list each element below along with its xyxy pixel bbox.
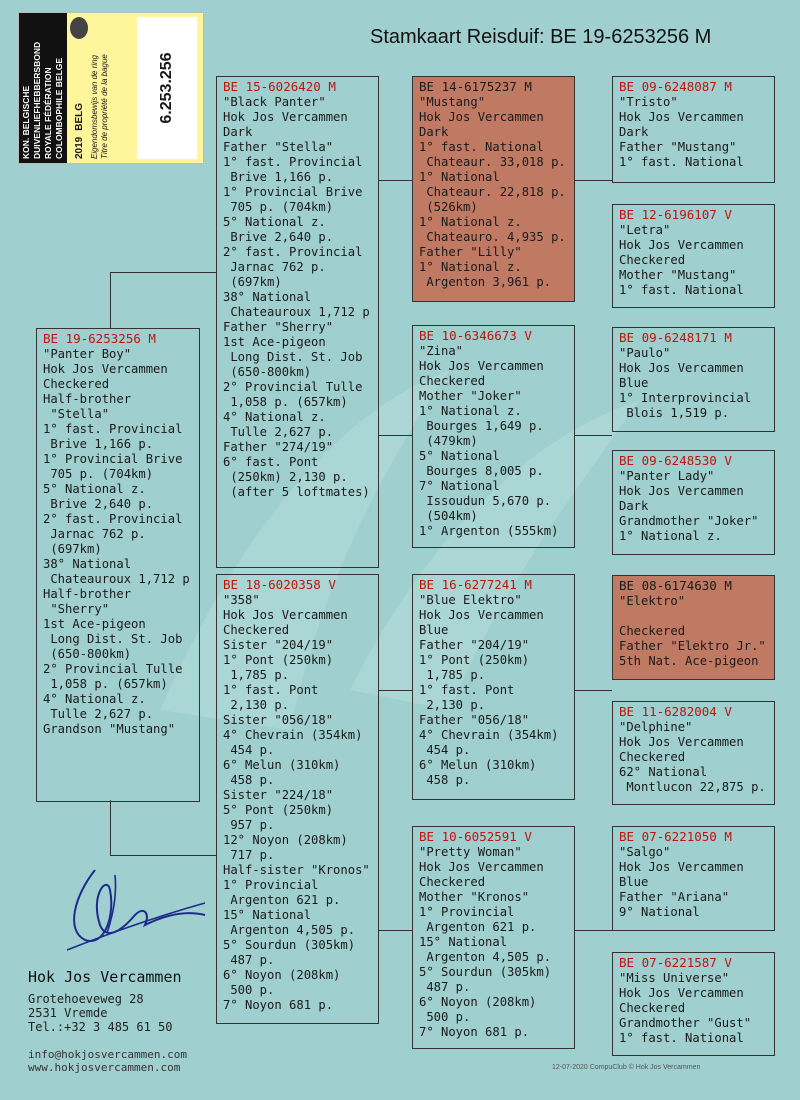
pedigree-card-paternal-grandfather — [412, 76, 575, 302]
pedigree-line: Blue — [419, 623, 449, 637]
pedigree-line: 7° Noyon 681 p. — [419, 1025, 530, 1039]
pedigree-line: 5° Pont (250km) — [223, 803, 334, 817]
pedigree-line: 500 p. — [419, 1010, 471, 1024]
pedigree-card-ggp-6 — [612, 701, 775, 805]
pedigree-line: Chateaur. 22,818 p. — [419, 185, 566, 199]
pigeon-name: "Pretty Woman" — [419, 845, 522, 859]
pedigree-line: (697km) — [223, 275, 282, 289]
pedigree-line: Montlucon 22,875 p. — [619, 780, 766, 794]
pedigree-line: 5° National z. — [43, 482, 146, 496]
pigeon-name: "Black Panter" — [223, 95, 326, 109]
pedigree-line: 1° National z. — [619, 529, 722, 543]
pedigree-line: Tulle 2,627 p. — [43, 707, 154, 721]
pedigree-line: (697km) — [43, 542, 102, 556]
pedigree-line: 2° Provincial Tulle — [43, 662, 183, 676]
pedigree-line: Bourges 1,649 p. — [419, 419, 544, 433]
pedigree-line: Father "274/19" — [223, 440, 334, 454]
pedigree-line: Chateauroux 1,712 p — [223, 305, 370, 319]
pedigree-line: 1,785 p. — [223, 668, 290, 682]
pedigree-line: Half-brother — [43, 587, 132, 601]
pigeon-name: "Delphine" — [619, 720, 693, 734]
pedigree-line: 705 p. (704km) — [223, 200, 334, 214]
pedigree-line: 4° National z. — [223, 410, 326, 424]
ring-number: BE 09-6248171 M — [619, 330, 732, 345]
pedigree-line: 1° Argenton (555km) — [419, 524, 559, 538]
pedigree-card-mother — [216, 574, 379, 1024]
pedigree-line: 2,130 p. — [419, 698, 486, 712]
pedigree-line: Sister "056/18" — [223, 713, 334, 727]
pedigree-line: 5° National z. — [223, 215, 326, 229]
pigeon-name: "Zina" — [419, 344, 464, 358]
pedigree-line: 1° fast. National — [619, 155, 744, 169]
ring-number: BE 19-6253256 M — [43, 331, 156, 346]
ring-number: BE 08-6174630 M — [619, 578, 732, 593]
pedigree-line: Checkered — [419, 374, 486, 388]
pedigree-line: (526km) — [419, 200, 478, 214]
connector-line — [378, 435, 412, 436]
pedigree-line: 1° Provincial Brive — [223, 185, 363, 199]
federation-logo-icon — [70, 17, 88, 39]
pedigree-line: Grandmother "Joker" — [619, 514, 759, 528]
pedigree-line: Father "056/18" — [419, 713, 530, 727]
pedigree-line: (504km) — [419, 509, 478, 523]
phone: Tel.:+32 3 485 61 50 — [28, 1020, 173, 1034]
breeder-name: Hok Jos Vercammen — [28, 968, 182, 986]
pedigree-line: 7° Noyon 681 p. — [223, 998, 334, 1012]
pedigree-line: 62° National — [619, 765, 708, 779]
ring-certificate-sticker — [18, 12, 204, 164]
pedigree-line: Checkered — [43, 377, 110, 391]
pedigree-card-ggp-7 — [612, 826, 775, 931]
pedigree-line: 1° fast. Provincial — [223, 155, 363, 169]
ring-number: BE 15-6026420 M — [223, 79, 336, 94]
pedigree-line: Chateauroux 1,712 p — [43, 572, 190, 586]
pedigree-card-ggp-8 — [612, 952, 775, 1056]
ring-number: BE 07-6221587 V — [619, 955, 732, 970]
ring-number: BE 18-6020358 V — [223, 577, 336, 592]
connector-line — [574, 690, 612, 691]
signature-image — [55, 855, 215, 965]
pedigree-line: 4° Chevrain (354km) — [419, 728, 559, 742]
pigeon-name: "Tristo" — [619, 95, 678, 109]
pedigree-line: Argenton 621 p. — [419, 920, 537, 934]
pedigree-line: Hok Jos Vercammen — [43, 362, 168, 376]
pedigree-line: Checkered — [619, 750, 686, 764]
pedigree-line: Father "Lilly" — [419, 245, 522, 259]
street: Grotehoeveweg 28 — [28, 992, 144, 1006]
pedigree-line: Hok Jos Vercammen — [619, 735, 744, 749]
pedigree-line: 7° National — [419, 479, 500, 493]
pedigree-line: (after 5 loftmates) — [223, 485, 370, 499]
connector-line — [110, 272, 216, 273]
pedigree-line: Half-sister "Kronos" — [223, 863, 370, 877]
pedigree-line: Checkered — [619, 1001, 686, 1015]
pedigree-line: Checkered — [419, 875, 486, 889]
watermark-logo — [120, 330, 680, 750]
pigeon-name: "Blue Elektro" — [419, 593, 522, 607]
pedigree-line: 2° fast. Provincial — [43, 512, 183, 526]
pedigree-line: Hok Jos Vercammen — [419, 860, 544, 874]
pedigree-line: 1,058 p. (657km) — [223, 395, 348, 409]
pedigree-line: 6° Noyon (208km) — [223, 968, 341, 982]
pedigree-line: 1° fast. National — [619, 1031, 744, 1045]
federation-name: KON. BELGISCHE DUIVENLIEFHEBBERSBOND ROYALE FÉDÉRATION COLOMBOPHILE BELGE — [19, 13, 67, 163]
pedigree-line: Issoudun 5,670 p. — [419, 494, 552, 508]
pedigree-line: Sister "204/19" — [223, 638, 334, 652]
pedigree-line: 15° National — [223, 908, 312, 922]
pedigree-line: 5° Sourdun (305km) — [419, 965, 552, 979]
pedigree-line: 5th Nat. Ace-pigeon — [619, 654, 759, 668]
pedigree-line: Dark — [419, 125, 449, 139]
pedigree-line: 15° National — [419, 935, 508, 949]
pedigree-line: 6° Melun (310km) — [419, 758, 537, 772]
pedigree-line: Father "Ariana" — [619, 890, 730, 904]
pedigree-line: 1° National z. — [419, 260, 522, 274]
connector-line — [378, 180, 412, 181]
pedigree-line: Father "Stella" — [223, 140, 334, 154]
pedigree-line: Dark — [619, 125, 649, 139]
pedigree-line: 38° National — [43, 557, 132, 571]
pedigree-line: Chateauro. 4,935 p. — [419, 230, 566, 244]
pedigree-line: Mother "Joker" — [419, 389, 522, 403]
pedigree-line: 1,785 p. — [419, 668, 486, 682]
pedigree-line: 2,130 p. — [223, 698, 290, 712]
pedigree-line: Brive 1,166 p. — [223, 170, 334, 184]
connector-line — [574, 930, 612, 931]
pedigree-line: 705 p. (704km) — [43, 467, 154, 481]
pedigree-line: Hok Jos Vercammen — [419, 608, 544, 622]
pedigree-line: 454 p. — [419, 743, 471, 757]
pedigree-line: Brive 2,640 p. — [223, 230, 334, 244]
pedigree-line: 5° National — [419, 449, 500, 463]
pedigree-line: Hok Jos Vercammen — [619, 860, 744, 874]
pedigree-line: (650-800km) — [43, 647, 132, 661]
print-note: 12-07-2020 CompuClub © Hok Jos Vercammen — [552, 1064, 701, 1071]
pedigree-line: Chateaur. 33,018 p. — [419, 155, 566, 169]
ring-number: 6.253.256 — [158, 52, 175, 124]
pedigree-line: 38° National — [223, 290, 312, 304]
pedigree-line: Hok Jos Vercammen — [419, 110, 544, 124]
pigeon-name: "Panter Lady" — [619, 469, 715, 483]
pedigree-line: Half-brother — [43, 392, 132, 406]
pedigree-line: Dark — [223, 125, 253, 139]
pedigree-line: "Stella" — [43, 407, 110, 421]
pigeon-name: "358" — [223, 593, 260, 607]
pedigree-line: 1° Provincial — [223, 878, 319, 892]
connector-line — [378, 690, 412, 691]
pedigree-line: 458 p. — [223, 773, 275, 787]
pedigree-line: 458 p. — [419, 773, 471, 787]
ring-number: BE 09-6248530 V — [619, 453, 732, 468]
ring-number: BE 11-6282004 V — [619, 704, 732, 719]
ring-year: 2019 — [73, 136, 85, 159]
pedigree-line: Hok Jos Vercammen — [419, 359, 544, 373]
pedigree-line: Blois 1,519 p. — [619, 406, 730, 420]
pedigree-line: Hok Jos Vercammen — [619, 361, 744, 375]
pedigree-line: Argenton 4,505 p. — [223, 923, 356, 937]
connector-line — [110, 800, 111, 855]
pedigree-line: 1° Provincial Brive — [43, 452, 183, 466]
pedigree-line: Grandmother "Gust" — [619, 1016, 752, 1030]
pedigree-line: Argenton 3,961 p. — [419, 275, 552, 289]
pedigree-line: Argenton 621 p. — [223, 893, 341, 907]
pedigree-line: Father "Elektro Jr." — [619, 639, 766, 653]
pedigree-line: 5° Sourdun (305km) — [223, 938, 356, 952]
pedigree-line: 487 p. — [419, 980, 471, 994]
pedigree-card-maternal-grandmother — [412, 826, 575, 1049]
pedigree-line: 1st Ace-pigeon — [43, 617, 146, 631]
pedigree-line: Brive 1,166 p. — [43, 437, 154, 451]
pedigree-line: Father "Sherry" — [223, 320, 334, 334]
ring-country: BELG — [73, 102, 85, 131]
pedigree-line: 2° Provincial Tulle — [223, 380, 363, 394]
pigeon-name: "Paulo" — [619, 346, 671, 360]
pedigree-line: (650-800km) — [223, 365, 312, 379]
pedigree-line: Brive 2,640 p. — [43, 497, 154, 511]
pigeon-name: "Salgo" — [619, 845, 671, 859]
pedigree-line: Father "Mustang" — [619, 140, 737, 154]
pedigree-line: 1° Provincial — [419, 905, 515, 919]
property-title: Eigendomsbewijs van de ring Titre de propriété de la bague — [90, 54, 109, 159]
pedigree-line: 1° Pont (250km) — [223, 653, 334, 667]
ring-number: BE 14-6175237 M — [419, 79, 532, 94]
pedigree-line: Hok Jos Vercammen — [619, 484, 744, 498]
pedigree-line: Hok Jos Vercammen — [619, 986, 744, 1000]
pedigree-line: (479km) — [419, 434, 478, 448]
pedigree-line: 454 p. — [223, 743, 275, 757]
pigeon-name: "Mustang" — [419, 95, 486, 109]
pedigree-card-maternal-grandfather — [412, 574, 575, 800]
pedigree-line: 500 p. — [223, 983, 275, 997]
pedigree-line: Blue — [619, 376, 649, 390]
pedigree-line: 1° fast. National — [619, 283, 744, 297]
pigeon-name: "Panter Boy" — [43, 347, 132, 361]
pedigree-line: Jarnac 762 p. — [43, 527, 146, 541]
pedigree-line: 6° Noyon (208km) — [419, 995, 537, 1009]
pedigree-line: 1° National z. — [419, 215, 522, 229]
pedigree-line: Argenton 4,505 p. — [419, 950, 552, 964]
connector-line — [574, 435, 612, 436]
pedigree-line: Hok Jos Vercammen — [223, 608, 348, 622]
connector-line — [110, 272, 111, 329]
pedigree-line: Long Dist. St. Job — [223, 350, 363, 364]
breeder-address — [28, 992, 187, 1034]
pedigree-line: Bourges 8,005 p. — [419, 464, 544, 478]
pedigree-line: 1,058 p. (657km) — [43, 677, 168, 691]
pedigree-line: Grandson "Mustang" — [43, 722, 176, 736]
pedigree-line: (250km) 2,130 p. — [223, 470, 348, 484]
pigeon-name: "Elektro" — [619, 594, 686, 608]
connector-line — [378, 930, 412, 931]
pedigree-line: 1° fast. National — [419, 140, 544, 154]
website-link[interactable]: www.hokjosvercammen.com — [28, 1061, 181, 1074]
pedigree-line: 9° National — [619, 905, 700, 919]
pedigree-card-ggp-2 — [612, 204, 775, 308]
pedigree-line: Hok Jos Vercammen — [619, 110, 744, 124]
pedigree-line: 957 p. — [223, 818, 275, 832]
pedigree-line: 1° fast. Pont — [419, 683, 515, 697]
pedigree-line: 4° National z. — [43, 692, 146, 706]
city: 2531 Vremde — [28, 1006, 108, 1020]
pedigree-line: 6° fast. Pont — [223, 455, 319, 469]
ring-number: BE 16-6277241 M — [419, 577, 532, 592]
pedigree-line: Checkered — [619, 624, 686, 638]
pedigree-card-paternal-grandmother — [412, 325, 575, 548]
pedigree-line: 1° fast. Provincial — [43, 422, 183, 436]
pedigree-line — [619, 609, 770, 624]
pedigree-line: 1° National — [419, 170, 500, 184]
pedigree-card-ggp-5 — [612, 575, 775, 680]
breeder-contact — [28, 968, 187, 1074]
pedigree-line: Long Dist. St. Job — [43, 632, 183, 646]
ring-number: BE 07-6221050 M — [619, 829, 732, 844]
pedigree-line: Tulle 2,627 p. — [223, 425, 334, 439]
pedigree-line: Mother "Mustang" — [619, 268, 737, 282]
pedigree-line: 1st Ace-pigeon — [223, 335, 326, 349]
pedigree-line: 1° Pont (250km) — [419, 653, 530, 667]
pedigree-line: 717 p. — [223, 848, 275, 862]
pedigree-line: Sister "224/18" — [223, 788, 334, 802]
ring-number: BE 09-6248087 M — [619, 79, 732, 94]
pigeon-name: "Miss Universe" — [619, 971, 730, 985]
ring-number: BE 10-6052591 V — [419, 829, 532, 844]
pedigree-line: 2° fast. Provincial — [223, 245, 363, 259]
pedigree-line: Mother "Kronos" — [419, 890, 530, 904]
connector-line — [574, 180, 612, 181]
pedigree-card-ggp-3 — [612, 327, 775, 432]
pedigree-line: Hok Jos Vercammen — [223, 110, 348, 124]
page-title: Stamkaart Reisduif: BE 19-6253256 M — [370, 26, 712, 48]
pedigree-card-ggp-4 — [612, 450, 775, 555]
pedigree-line: 1° Interprovincial — [619, 391, 752, 405]
ring-number: BE 10-6346673 V — [419, 328, 532, 343]
pedigree-card-father — [216, 76, 379, 568]
pedigree-line: 487 p. — [223, 953, 275, 967]
pedigree-line: 1° fast. Pont — [223, 683, 319, 697]
pedigree-line: Checkered — [223, 623, 290, 637]
pedigree-line: 6° Melun (310km) — [223, 758, 341, 772]
pedigree-card-subject — [36, 328, 200, 802]
pedigree-line: Blue — [619, 875, 649, 889]
pedigree-line: Dark — [619, 499, 649, 513]
pedigree-card-ggp-1 — [612, 76, 775, 183]
pedigree-line: Hok Jos Vercammen — [619, 238, 744, 252]
pigeon-name: "Letra" — [619, 223, 671, 237]
pedigree-line: 12° Noyon (208km) — [223, 833, 348, 847]
ring-number: BE 12-6196107 V — [619, 207, 732, 222]
pedigree-line: 1° National z. — [419, 404, 522, 418]
pedigree-line: Father "204/19" — [419, 638, 530, 652]
pedigree-line: "Sherry" — [43, 602, 110, 616]
pedigree-line: Checkered — [619, 253, 686, 267]
email-link[interactable]: info@hokjosvercammen.com — [28, 1048, 187, 1061]
pedigree-line: Jarnac 762 p. — [223, 260, 326, 274]
pedigree-line: 4° Chevrain (354km) — [223, 728, 363, 742]
